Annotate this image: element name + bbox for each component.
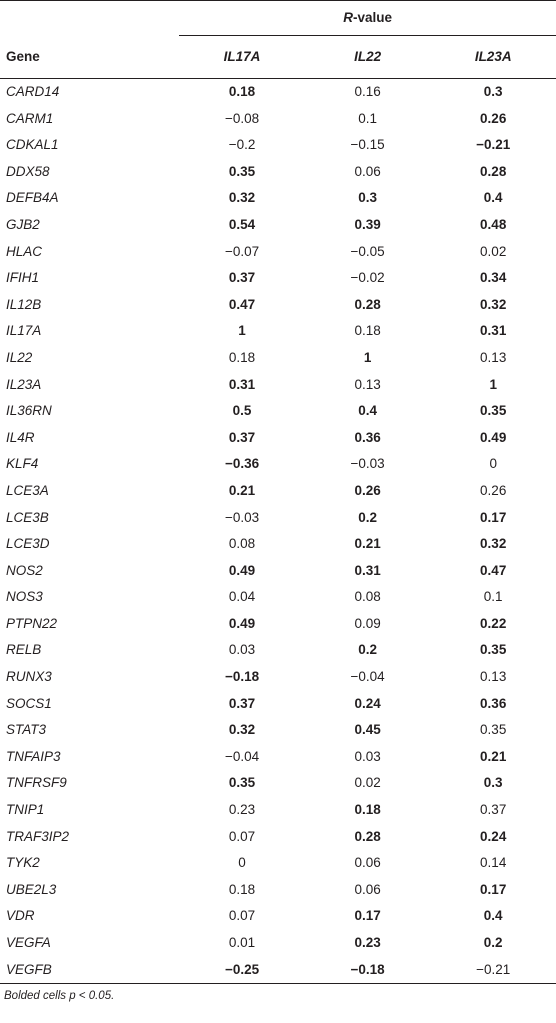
gene-cell: TYK2 (6, 855, 40, 871)
table-row (0, 637, 556, 664)
gene-cell: GJB2 (6, 216, 40, 232)
gene-cell: IFIH1 (6, 270, 40, 286)
value-cell: 0.03 (228, 642, 256, 658)
value-cell: −0.18 (350, 961, 385, 977)
value-cell: 0.01 (228, 935, 256, 950)
value-cell: 0.21 (354, 536, 381, 552)
value-cell: 0.4 (483, 190, 503, 206)
gene-cell: TNIP1 (6, 802, 45, 818)
value-cell: 0.32 (480, 536, 507, 552)
gene-cell: IL23A (6, 376, 42, 392)
value-cell: −0.04 (350, 669, 385, 685)
value-cell: −0.18 (224, 669, 260, 685)
column-header-il23a: IL23A (474, 49, 512, 64)
table-body (0, 79, 556, 984)
value-cell: 0.26 (354, 482, 381, 498)
gene-cell: TNFAIP3 (6, 748, 61, 764)
table-row (0, 850, 556, 877)
value-cell: 0.47 (228, 296, 256, 312)
value-cell: 0.1 (483, 589, 503, 605)
value-cell: 0.28 (354, 828, 381, 844)
table-row (0, 478, 556, 505)
gene-cell: IL4R (6, 429, 35, 445)
gene-cell: DDX58 (6, 163, 50, 179)
table-row (0, 398, 556, 425)
value-cell: 0 (238, 855, 246, 871)
table-row (0, 372, 556, 399)
table-row (0, 717, 556, 744)
table-row (0, 691, 556, 718)
value-cell: 0.49 (480, 429, 507, 445)
value-cell: 0.26 (480, 482, 507, 498)
value-cell: 0.16 (354, 84, 381, 99)
value-cell: −0.21 (476, 137, 511, 153)
value-cell: 0 (489, 456, 497, 472)
value-cell: 0.2 (358, 509, 377, 525)
table-row (0, 106, 556, 133)
value-cell: 0.4 (358, 403, 377, 419)
value-cell: 0.13 (480, 349, 507, 365)
table-row (0, 903, 556, 930)
table-row (0, 770, 556, 797)
gene-cell: UBE2L3 (6, 881, 57, 897)
value-cell: 0.31 (480, 323, 507, 339)
gene-cell: VEGFA (6, 935, 51, 950)
table-row (0, 505, 556, 532)
gene-cell: HLAC (6, 243, 43, 259)
value-cell: 0.54 (228, 216, 256, 232)
table-row (0, 79, 556, 106)
spanner-header (179, 1, 556, 37)
value-cell: 0.14 (480, 855, 507, 871)
table-row (0, 957, 556, 984)
value-cell: 0.35 (480, 642, 507, 658)
value-cell: 0.13 (480, 669, 507, 685)
table-row (0, 558, 556, 585)
value-cell: 0.18 (228, 881, 256, 897)
value-cell: −0.15 (350, 137, 385, 153)
gene-cell: KLF4 (6, 456, 39, 472)
value-cell: 0.02 (480, 243, 507, 259)
value-cell: 0.3 (483, 775, 503, 791)
value-cell: −0.2 (228, 137, 256, 153)
value-cell: 0.2 (483, 935, 503, 950)
value-cell: 1 (238, 323, 246, 339)
value-cell: 0.32 (228, 722, 256, 738)
value-cell: 0.23 (228, 802, 256, 818)
gene-cell: DEFB4A (6, 190, 59, 206)
gene-cell: SOCS1 (6, 695, 52, 711)
value-cell: 0.28 (354, 296, 381, 312)
value-cell: 0.09 (354, 615, 381, 631)
value-cell: 0.24 (354, 695, 381, 711)
value-cell: 0.37 (228, 429, 256, 445)
value-cell: 0.45 (354, 722, 381, 738)
value-cell: 0.37 (228, 695, 256, 711)
table-row (0, 531, 556, 558)
value-cell: 0.49 (228, 562, 256, 578)
value-cell: 0.48 (480, 216, 507, 232)
table-row (0, 930, 556, 957)
table-row (0, 797, 556, 824)
gene-cell: NOS2 (6, 562, 43, 578)
value-cell: −0.25 (224, 961, 260, 977)
gene-cell: CARD14 (6, 84, 60, 99)
table-row (0, 611, 556, 638)
value-cell: 0.32 (228, 190, 256, 206)
value-cell: 1 (489, 376, 497, 392)
value-cell: 0.32 (480, 296, 507, 312)
value-cell: 0.36 (480, 695, 507, 711)
value-cell: −0.21 (476, 961, 511, 977)
value-cell: −0.08 (224, 110, 260, 126)
value-cell: 0.31 (354, 562, 381, 578)
table-row (0, 265, 556, 292)
column-header-il22: IL22 (354, 49, 382, 64)
value-cell: 0.07 (228, 908, 256, 924)
gene-cell: TRAF3IP2 (6, 828, 70, 844)
gene-cell: IL36RN (6, 403, 52, 419)
gene-cell: TNFRSF9 (6, 775, 67, 791)
value-cell: 0.49 (228, 615, 256, 631)
value-cell: −0.03 (224, 509, 260, 525)
table-row (0, 451, 556, 478)
value-cell: 0.35 (480, 722, 507, 738)
spanner-italic: R (343, 10, 353, 25)
table-row (0, 212, 556, 239)
value-cell: −0.03 (350, 456, 385, 472)
gene-cell: VEGFB (6, 961, 52, 977)
table-row (0, 159, 556, 186)
value-cell: 0.31 (228, 376, 256, 392)
table-row (0, 239, 556, 266)
table-row (0, 292, 556, 319)
value-cell: 0.3 (483, 84, 503, 99)
gene-cell: VDR (6, 908, 35, 924)
value-cell: 0.23 (354, 935, 381, 950)
gene-cell: LCE3B (6, 509, 49, 525)
value-cell: 0.47 (480, 562, 507, 578)
gene-cell: IL22 (6, 349, 33, 365)
value-cell: −0.02 (350, 270, 385, 286)
gene-cell: LCE3D (6, 536, 50, 552)
table-row (0, 664, 556, 691)
value-cell: 0.08 (228, 536, 256, 552)
table-row (0, 132, 556, 159)
table-row (0, 877, 556, 904)
spanner-rest: -value (352, 10, 393, 25)
value-cell: 0.2 (358, 642, 377, 658)
value-cell: 0.21 (228, 482, 256, 498)
value-cell: 0.37 (228, 270, 256, 286)
gene-cell: LCE3A (6, 482, 49, 498)
value-cell: −0.04 (224, 748, 260, 764)
value-cell: 0.04 (228, 589, 256, 605)
value-cell: 0.22 (480, 615, 507, 631)
value-cell: 0.5 (232, 403, 252, 419)
value-cell: 0.02 (354, 775, 381, 791)
table-row (0, 345, 556, 372)
value-cell: 0.13 (354, 376, 381, 392)
column-header-gene: Gene (6, 49, 40, 64)
value-cell: 0.37 (480, 802, 507, 818)
table-row (0, 425, 556, 452)
gene-cell: IL17A (6, 323, 42, 339)
gene-cell: STAT3 (6, 722, 47, 738)
value-cell: 0.06 (354, 855, 381, 871)
value-cell: −0.07 (224, 243, 260, 259)
value-cell: 0.06 (354, 163, 381, 179)
value-cell: 0.18 (354, 323, 381, 339)
value-cell: 0.17 (354, 908, 381, 924)
table-row (0, 185, 556, 212)
value-cell: 0.18 (354, 802, 381, 818)
table-row (0, 744, 556, 771)
gene-cell: NOS3 (6, 589, 43, 605)
value-cell: 0.35 (228, 775, 256, 791)
gene-cell: CARM1 (6, 110, 54, 126)
value-cell: −0.05 (350, 243, 385, 259)
value-cell: 0.39 (354, 216, 381, 232)
value-cell: 0.07 (228, 828, 256, 844)
gene-cell: RELB (6, 642, 42, 658)
column-header-il17a: IL17A (223, 49, 261, 64)
value-cell: −0.36 (224, 456, 260, 472)
spanner-empty (0, 1, 179, 37)
value-cell: 0.1 (358, 110, 377, 126)
value-cell: 0.17 (480, 509, 507, 525)
table-row (0, 824, 556, 851)
value-cell: 0.03 (354, 748, 381, 764)
value-cell: 0.21 (480, 748, 507, 764)
table-row (0, 584, 556, 611)
value-cell: 0.4 (483, 908, 503, 924)
gene-cell: PTPN22 (6, 615, 58, 631)
value-cell: 0.08 (354, 589, 381, 605)
value-cell: 0.35 (228, 163, 256, 179)
footnote: Bolded cells p < 0.05. (4, 990, 115, 1002)
gene-cell: RUNX3 (6, 669, 52, 685)
gene-cell: CDKAL1 (6, 137, 59, 153)
value-cell: 0.06 (354, 881, 381, 897)
value-cell: 0.36 (354, 429, 381, 445)
value-cell: 0.17 (480, 881, 507, 897)
table-row (0, 318, 556, 345)
gene-cell: IL12B (6, 296, 42, 312)
value-cell: 0.28 (480, 163, 507, 179)
value-cell: 0.35 (480, 403, 507, 419)
value-cell: 1 (363, 349, 372, 365)
value-cell: 0.3 (358, 190, 377, 206)
value-cell: 0.24 (480, 828, 507, 844)
value-cell: 0.18 (228, 84, 256, 99)
value-cell: 0.26 (480, 110, 507, 126)
value-cell: 0.18 (228, 349, 256, 365)
value-cell: 0.34 (480, 270, 507, 286)
